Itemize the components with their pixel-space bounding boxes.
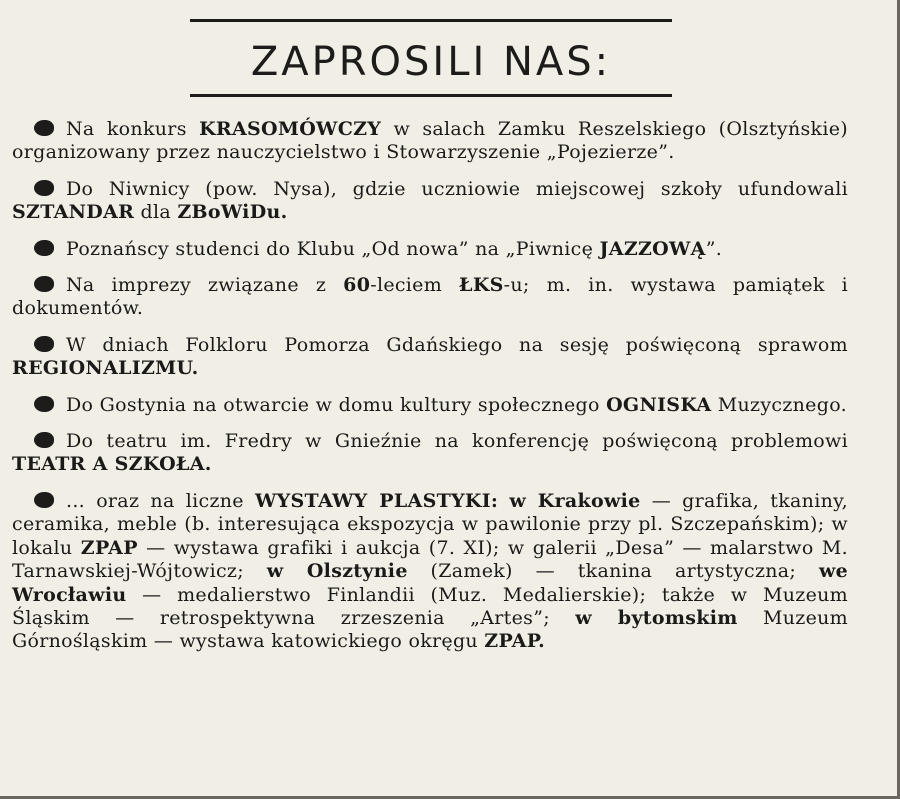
list-item [12, 430, 848, 477]
item-text: ”. [705, 237, 723, 260]
item-text: (Zamek) — tkanina artystyczna; [407, 560, 819, 583]
item-text: Na konkurs [66, 118, 200, 140]
list-item [12, 118, 848, 165]
item-text: Muzeum Górnośląskim — wystawa katowickiego okręgu [12, 606, 848, 653]
emphasized-text: TEATR A SZKOŁA. [12, 453, 212, 476]
bullet-dot-icon [34, 120, 54, 136]
emphasized-text: KRASOMÓWCZY [199, 118, 382, 140]
item-text: — grafika, tkaniny, ceramika, meble (b. interesująca ekspozycja w pawilonie przy pl. Szczepańskim); w lokalu [12, 489, 848, 559]
emphasized-text: ZPAP. [484, 630, 546, 653]
item-text: Do Gostynia na otwarcie w domu kultury społecznego [66, 393, 607, 416]
list-item [12, 490, 848, 654]
bullet-dot-icon [34, 336, 54, 352]
bullet-dot-icon [34, 276, 54, 292]
item-text [498, 490, 509, 512]
item-text: -u; m. in. wystawa pamiątek i dokumentów. [12, 274, 848, 320]
emphasized-text: OGNISKA [606, 393, 712, 416]
item-text: — wystawa grafiki i aukcja (7. XI); w galerii „Desa” — malarstwo M. Tarnawskiej-Wójtowicz; [12, 536, 848, 583]
emphasized-text: ZPAP [80, 536, 138, 559]
item-text: Do teatru im. Fredry w Gnieźnie na konferencję poświęconą problemowi [66, 430, 848, 453]
article-title: ZAPROSILI NAS: [250, 39, 612, 85]
bullet-dot-icon [34, 180, 54, 196]
emphasized-text: 60 [343, 274, 371, 297]
emphasized-text: ŁKS [459, 274, 504, 297]
list-item [12, 238, 848, 261]
emphasized-text: REGIONALIZMU. [12, 357, 199, 380]
item-text: dla [134, 201, 178, 224]
top-rule [190, 19, 672, 22]
list-item [12, 178, 848, 225]
bullet-dot-icon [34, 396, 54, 412]
item-text: Muzycznego. [711, 393, 847, 416]
item-text: -leciem [370, 274, 460, 297]
list-item [12, 394, 848, 417]
list-item [12, 274, 848, 321]
bullet-dot-icon [34, 492, 54, 508]
item-text: — medalierstwo Finlandii (Muz. Medalierskie); także w Muzeum Śląskim — retrospektywna zrzeszenia „Artes”; [12, 583, 848, 629]
item-text: w salach Zamku Reszelskiego (Olsztyńskie) organizowany przez nauczycielstwo i Stowarzyszenie „Pojezierze”. [12, 118, 848, 164]
list-item [12, 334, 848, 381]
emphasized-text: SZTANDAR [12, 201, 135, 224]
item-text: Poznańscy studenci do Klubu „Od nowa” na „Piwnicę [66, 237, 600, 260]
item-text: ... oraz na liczne [66, 489, 256, 512]
item-text: Na imprezy związane z [66, 274, 344, 297]
invitation-list [12, 118, 848, 667]
item-text: Do Niwnicy (pow. Nysa), gdzie uczniowie miejscowej szkoły ufundowali [66, 177, 848, 200]
bottom-rule [190, 94, 672, 97]
emphasized-text: WYSTAWY PLASTYKI: [255, 489, 499, 512]
emphasized-text: ZBoWiDu. [177, 201, 288, 224]
bullet-dot-icon [34, 432, 54, 448]
item-text: W dniach Folkloru Pomorza Gdańskiego na sesję poświęconą sprawom [66, 333, 848, 356]
bullet-dot-icon [34, 240, 54, 256]
emphasized-text: w Krakowie [509, 489, 641, 512]
emphasized-text: w Olsztynie [266, 560, 408, 583]
emphasized-text: w bytomskim [575, 606, 738, 629]
emphasized-text: we Wrocławiu [12, 560, 848, 606]
emphasized-text: JAZZOWĄ [599, 237, 706, 260]
